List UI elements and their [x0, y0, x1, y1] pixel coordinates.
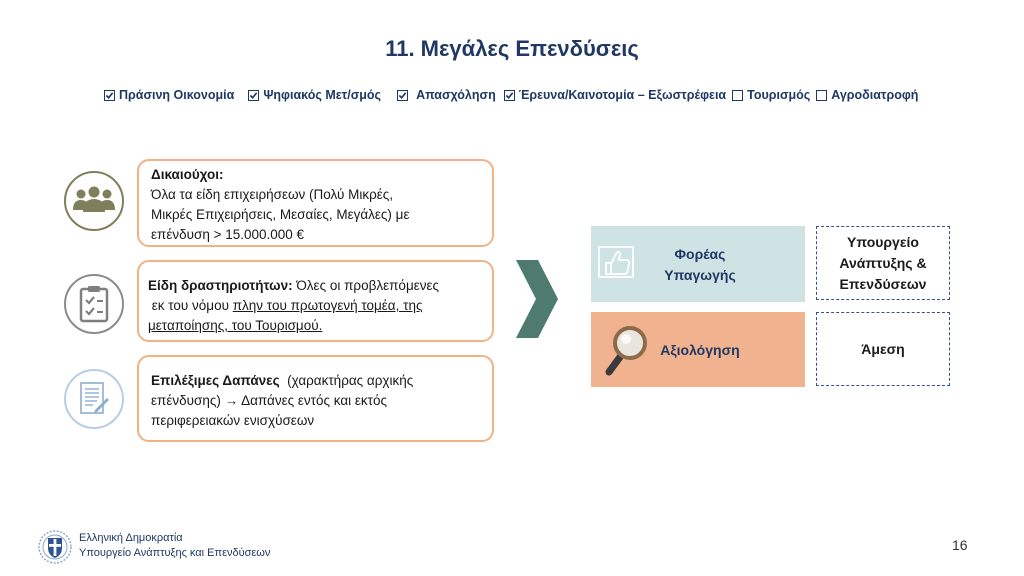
beneficiaries-heading: Δικαιούχοι:	[151, 167, 224, 182]
beneficiaries-line: επένδυση > 15.000.000 €	[151, 227, 305, 242]
sector-label: Πράσινη Οικονομία	[119, 88, 235, 102]
magnifier-icon	[603, 324, 651, 378]
page-number: 16	[952, 537, 968, 553]
chevron-right-icon	[512, 260, 560, 338]
checkbox-unchecked-icon	[732, 90, 743, 101]
beneficiaries-card	[137, 159, 494, 247]
activities-card	[137, 260, 494, 342]
footer-line: Υπουργείο Ανάπτυξης και Επενδύσεων	[79, 547, 271, 559]
greek-republic-emblem-icon	[38, 530, 72, 564]
checkbox-unchecked-icon	[816, 90, 827, 101]
evaluation-value-box	[816, 312, 950, 386]
sector-item	[397, 88, 496, 102]
sector-checklist	[104, 88, 964, 102]
slide-title: 11. Μεγάλες Επενδύσεις	[385, 36, 639, 61]
activities-line: εκ του νόμου πλην του πρωτογενή τομέα, της	[148, 298, 423, 313]
sector-item	[816, 88, 918, 102]
beneficiaries-line: Όλα τα είδη επιχειρήσεων (Πολύ Μικρές,	[151, 187, 394, 202]
checkbox-checked-icon	[104, 90, 115, 101]
sector-item	[732, 88, 810, 102]
sector-item	[104, 88, 234, 102]
expenses-line: επένδυσης) → Δαπάνες εντός και εκτός	[151, 393, 387, 408]
document-pen-icon	[64, 369, 124, 429]
expenses-heading: Επιλέξιμες Δαπάνες	[151, 373, 280, 388]
sector-item	[504, 88, 726, 102]
agency-label: Φορέας Υπαγωγής	[664, 246, 736, 283]
sector-label: Απασχόληση	[416, 88, 496, 102]
people-group-icon	[64, 171, 124, 231]
checkbox-checked-icon	[504, 90, 515, 101]
sector-label: Τουρισμός	[747, 88, 811, 102]
checkbox-checked-icon	[248, 90, 259, 101]
evaluation-label: Αξιολόγηση	[660, 342, 740, 358]
footer-text	[79, 531, 270, 561]
thumbs-up-icon	[597, 241, 637, 281]
expenses-line: περιφερειακών ενισχύσεων	[151, 413, 315, 428]
sector-label: Έρευνα/Καινοτομία – Εξωστρέφεια	[518, 88, 727, 102]
footer-line: Ελληνική Δημοκρατία	[79, 532, 183, 544]
expenses-card	[137, 355, 494, 442]
activities-line: Είδη δραστηριοτήτων: Όλες οι προβλεπόμενες	[148, 278, 440, 293]
activities-line: μεταποίησης, του Τουρισμού.	[148, 318, 323, 333]
expenses-line: Επιλέξιμες Δαπάνες (χαρακτήρας αρχικής	[151, 373, 414, 388]
checkbox-checked-icon	[397, 90, 408, 101]
beneficiaries-line: Μικρές Επιχειρήσεις, Μεσαίες, Μεγάλες) με	[151, 207, 410, 222]
activities-heading: Είδη δραστηριοτήτων:	[148, 278, 293, 293]
ministry-box: Υπουργείο Ανάπτυξης & Επενδύσεων	[816, 226, 950, 300]
sector-label: Αγροδιατροφή	[831, 88, 919, 102]
sector-item	[248, 88, 381, 102]
evaluation-value: Άμεση	[861, 340, 905, 357]
clipboard-checklist-icon	[64, 274, 124, 334]
sector-label: Ψηφιακός Μετ/σμός	[263, 88, 382, 102]
